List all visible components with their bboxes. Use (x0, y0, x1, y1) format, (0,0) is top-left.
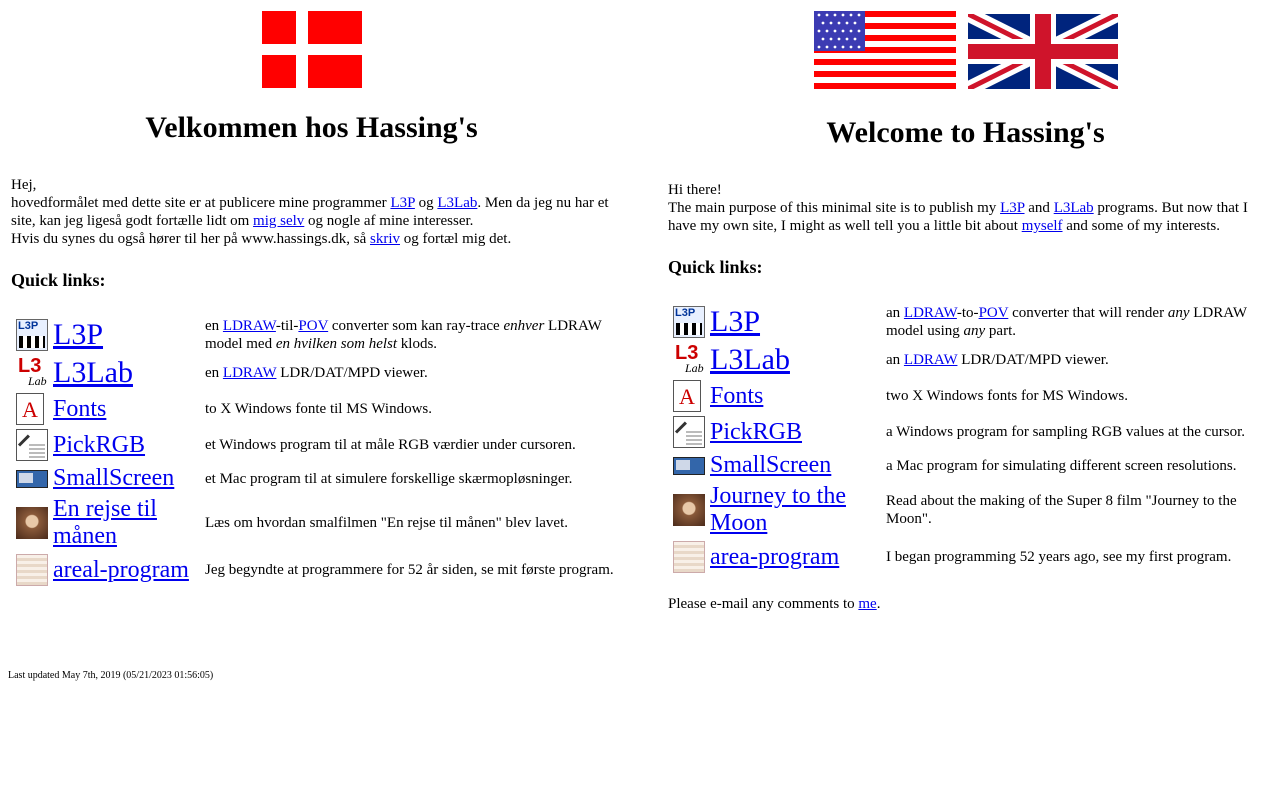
smallscreen-icon[interactable] (673, 457, 705, 475)
link-ldraw[interactable]: LDRAW (903, 305, 957, 321)
intro-text: Hvis du synes du også hører til her på www.hassings.dk, så (11, 231, 370, 247)
link-l3lab[interactable]: L3Lab (437, 195, 478, 211)
link-mig-selv[interactable]: mig selv (253, 213, 305, 229)
intro-english (668, 181, 1263, 235)
table-row (672, 415, 1264, 449)
link-smallscreen[interactable]: SmallScreen (710, 452, 832, 478)
moon-film-icon[interactable] (673, 494, 705, 526)
intro-text: and some of my interests. (1062, 218, 1220, 234)
link-l3p-large[interactable]: L3P (53, 318, 104, 351)
link-l3p[interactable]: L3P (1000, 200, 1025, 216)
row-description: an LDRAW LDR/DAT/MPD viewer. (886, 352, 1109, 368)
row-description: a Windows program for sampling RGB values at the cursor. (886, 424, 1246, 440)
row-description: Read about the making of the Super 8 film "Journey to the Moon". (886, 493, 1237, 527)
intro-text: The main purpose of this minimal site is to publish my (668, 200, 1001, 216)
page-title-danish: Velkommen hos Hassing's (145, 111, 478, 144)
quick-links-heading-english: Quick links: (668, 257, 763, 277)
greeting: Hi there! (668, 182, 722, 198)
uk-flag-icon (968, 14, 1118, 89)
english-flag-row (668, 11, 1263, 89)
l3p-icon[interactable]: L3P (673, 306, 705, 338)
fonts-icon[interactable]: A (16, 393, 44, 425)
link-myself[interactable]: myself (1021, 218, 1063, 234)
table-row (672, 482, 1264, 538)
link-ldraw[interactable]: LDRAW (903, 352, 958, 368)
link-journey-to-the-moon[interactable]: Journey to the Moon (710, 483, 846, 536)
l3p-icon[interactable]: L3P (16, 319, 48, 351)
intro-text: og fortæl mig det. (399, 231, 512, 247)
page-title-english: Welcome to Hassing's (826, 116, 1105, 149)
table-row (15, 495, 615, 551)
intro-text: og (414, 195, 438, 211)
quick-links-table-danish (13, 314, 617, 589)
link-ldraw[interactable]: LDRAW (222, 365, 277, 381)
table-row (672, 343, 1264, 377)
row-description: Jeg begyndte at programmere for 52 år siden, se mit første program. (205, 562, 614, 578)
table-row (15, 428, 615, 462)
quick-links-table-english (670, 301, 1266, 576)
row-description: two X Windows fonts for MS Windows. (886, 388, 1128, 404)
areal-program-icon[interactable] (16, 554, 48, 586)
table-row (672, 540, 1264, 574)
link-l3lab-large[interactable]: L3Lab (53, 356, 133, 389)
table-row (15, 316, 615, 354)
intro-danish (11, 176, 612, 248)
link-pickrgb[interactable]: PickRGB (710, 418, 803, 445)
quick-links-heading-danish: Quick links: (11, 270, 106, 290)
pickrgb-icon[interactable] (16, 429, 48, 461)
pickrgb-icon[interactable] (673, 416, 705, 448)
link-areal-program[interactable]: areal-program (53, 556, 189, 583)
link-pov[interactable]: POV (978, 305, 1009, 321)
intro-text: programs. But now that I have my own site, I might as well tell you a little bit about (668, 200, 1248, 234)
row-description: I began programming 52 years ago, see my first program. (886, 549, 1232, 565)
link-skriv[interactable]: skriv (369, 231, 400, 247)
row-description: a Mac program for simulating different screen resolutions. (886, 457, 1237, 474)
table-row (15, 392, 615, 426)
intro-text: og nogle af mine interesser. (304, 213, 474, 229)
row-description: an LDRAW-to-POV converter that will render any LDRAW model using any part. (886, 305, 1247, 339)
danish-flag-icon (262, 11, 362, 88)
greeting: Hej, (11, 177, 37, 193)
link-area-program[interactable]: area-program (710, 543, 840, 570)
table-row (672, 451, 1264, 480)
link-fonts[interactable]: Fonts (53, 395, 107, 422)
danish-column (11, 0, 612, 589)
l3lab-icon[interactable]: L3 Lab (675, 342, 704, 375)
areal-program-icon[interactable] (673, 541, 705, 573)
row-description: to X Windows fonte til MS Windows. (205, 401, 432, 417)
l3lab-icon[interactable]: L3 Lab (18, 355, 47, 388)
row-description: Læs om hvordan smalfilmen "En rejse til månen" blev lavet. (205, 515, 568, 531)
english-column (668, 0, 1263, 613)
link-pickrgb[interactable]: PickRGB (53, 431, 146, 458)
link-l3lab[interactable]: L3Lab (1053, 200, 1094, 216)
link-l3lab-large[interactable]: L3Lab (710, 343, 790, 376)
link-pov[interactable]: POV (298, 318, 329, 334)
link-l3p-large[interactable]: L3P (710, 305, 761, 338)
row-description: et Windows program til at måle RGB værdier under cursoren. (205, 437, 576, 453)
intro-text: . Men da jeg nu har et site, kan jeg ligeså godt fortælle lidt om (11, 195, 609, 229)
fonts-icon[interactable]: A (673, 380, 701, 412)
table-row (15, 553, 615, 587)
table-row (15, 356, 615, 390)
row-description: en LDRAW-til-POV converter som kan ray-trace enhver LDRAW model med en hvilken som helst klods. (205, 318, 602, 352)
table-row (672, 379, 1264, 413)
intro-text: hovedformålet med dette site er at publicere mine programmer (11, 195, 391, 211)
table-row (672, 303, 1264, 341)
danish-flag-row (11, 11, 612, 88)
smallscreen-icon[interactable] (16, 470, 48, 488)
row-description: en LDRAW LDR/DAT/MPD viewer. (205, 365, 428, 381)
link-fonts[interactable]: Fonts (710, 382, 764, 409)
email-me-link[interactable]: me (858, 596, 877, 612)
link-ldraw[interactable]: LDRAW (222, 318, 276, 334)
link-l3p[interactable]: L3P (390, 195, 415, 211)
row-description: et Mac program til at simulere forskellige skærmopløsninger. (205, 470, 573, 487)
table-row (15, 464, 615, 493)
us-flag-icon (814, 11, 956, 89)
moon-film-icon[interactable] (16, 507, 48, 539)
last-updated-footer: Last updated May 7th, 2019 (05/21/2023 01:56:05) (8, 670, 214, 681)
link-smallscreen[interactable]: SmallScreen (53, 465, 175, 491)
comment-line: Please e-mail any comments to me. (668, 596, 881, 612)
link-en-rejse-til-manen[interactable]: En rejse til månen (53, 496, 157, 549)
intro-text: and (1024, 200, 1054, 216)
